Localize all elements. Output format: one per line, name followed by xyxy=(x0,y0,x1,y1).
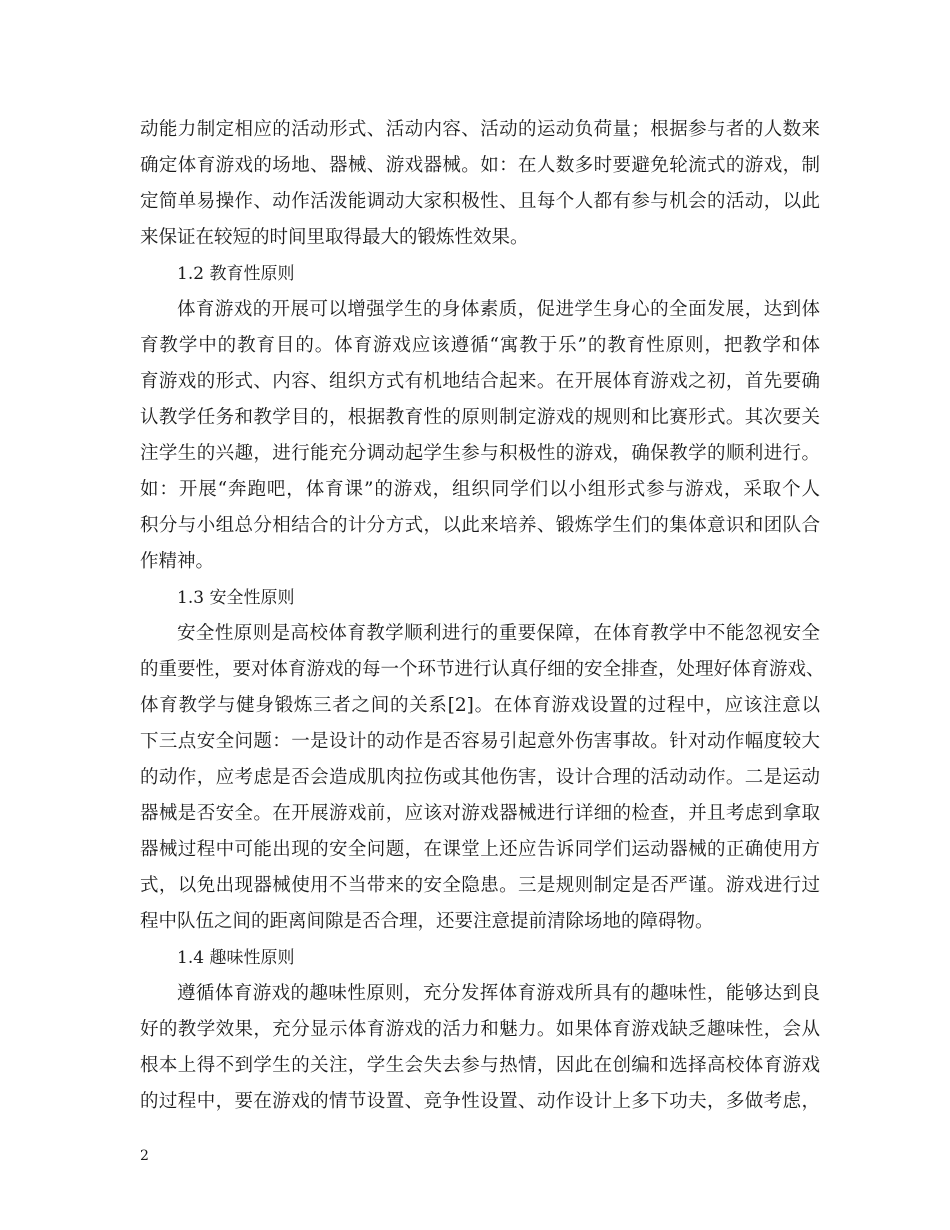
paragraph-line: 来保证在较短的时间里取得最大的锻炼性效果。 xyxy=(140,227,529,248)
paragraph-line: 动能力制定相应的活动形式、活动内容、活动的运动负荷量；根据参与者的人数来 xyxy=(140,119,820,140)
document-body xyxy=(140,112,825,1120)
paragraph-line: 育教学中的教育目的。体育游戏应该遵循“寓教于乐”的教育性原则，把教学和体 xyxy=(140,335,820,356)
paragraph-line: 程中队伍之间的距离间隙是否合理，还要注意提前清除场地的障碍物。 xyxy=(140,911,714,932)
paragraph-line: 式，以免出现器械使用不当带来的安全隐患。三是规则制定是否严谨。游戏进行过 xyxy=(140,875,820,896)
paragraph-line: 积分与小组总分相结合的计分方式，以此来培养、锻炼学生们的集体意识和团队合 xyxy=(140,515,820,536)
paragraph-line: 体育教学与健身锻炼三者之间的关系[2]。在体育游戏设置的过程中，应该注意以 xyxy=(140,695,820,716)
paragraph-line: 确定体育游戏的场地、器械、游戏器械。如：在人数多时要避免轮流式的游戏，制 xyxy=(140,155,820,176)
paragraph-first-line: 体育游戏的开展可以增强学生的身体素质，促进学生身心的全面发展，达到体 xyxy=(177,299,820,320)
paragraph-line: 器械是否安全。在开展游戏前，应该对游戏器械进行详细的检查，并且考虑到拿取 xyxy=(140,803,820,824)
paragraph-line: 的动作，应考虑是否会造成肌肉拉伤或其他伤害，设计合理的活动动作。二是运动 xyxy=(140,767,820,788)
paragraph-line: 育游戏的形式、内容、组织方式有机地结合起来。在开展体育游戏之初，首先要确 xyxy=(140,371,820,392)
paragraph-line: 根本上得不到学生的关注，学生会失去参与热情，因此在创编和选择高校体育游戏 xyxy=(140,1055,820,1076)
paragraph-first-line: 安全性原则是高校体育教学顺利进行的重要保障，在体育教学中不能忽视安全 xyxy=(177,623,820,644)
paragraph-line: 注学生的兴趣，进行能充分调动起学生参与积极性的游戏，确保教学的顺利进行。 xyxy=(140,443,820,464)
section-heading: 1.4 趣味性原则 xyxy=(177,948,295,968)
paragraph-line: 定简单易操作、动作活泼能调动大家积极性、且每个人都有参与机会的活动，以此 xyxy=(140,191,820,212)
paragraph-line: 如：开展“奔跑吧，体育课”的游戏，组织同学们以小组形式参与游戏，采取个人 xyxy=(140,479,820,500)
paragraph-line: 器械过程中可能出现的安全问题，在课堂上还应告诉同学们运动器械的正确使用方 xyxy=(140,839,820,860)
paragraph-line: 下三点安全问题：一是设计的动作是否容易引起意外伤害事故。针对动作幅度较大 xyxy=(140,731,820,752)
paragraph-line: 认教学任务和教学目的，根据教育性的原则制定游戏的规则和比赛形式。其次要关 xyxy=(140,407,820,428)
section-heading: 1.3 安全性原则 xyxy=(177,588,295,608)
paragraph-line: 的重要性，要对体育游戏的每一个环节进行认真仔细的安全排查，处理好体育游戏、 xyxy=(140,659,825,680)
paragraph-line: 好的教学效果，充分显示体育游戏的活力和魅力。如果体育游戏缺乏趣味性，会从 xyxy=(140,1019,820,1040)
section-heading: 1.2 教育性原则 xyxy=(177,264,295,284)
paragraph-line: 作精神。 xyxy=(140,551,215,572)
paragraph-first-line: 遵循体育游戏的趣味性原则，充分发挥体育游戏所具有的趣味性，能够达到良 xyxy=(177,983,820,1004)
page-number: 2 xyxy=(140,1148,149,1164)
paragraph-line: 的过程中，要在游戏的情节设置、竞争性设置、动作设计上多下功夫，多做考虑， xyxy=(140,1091,820,1112)
